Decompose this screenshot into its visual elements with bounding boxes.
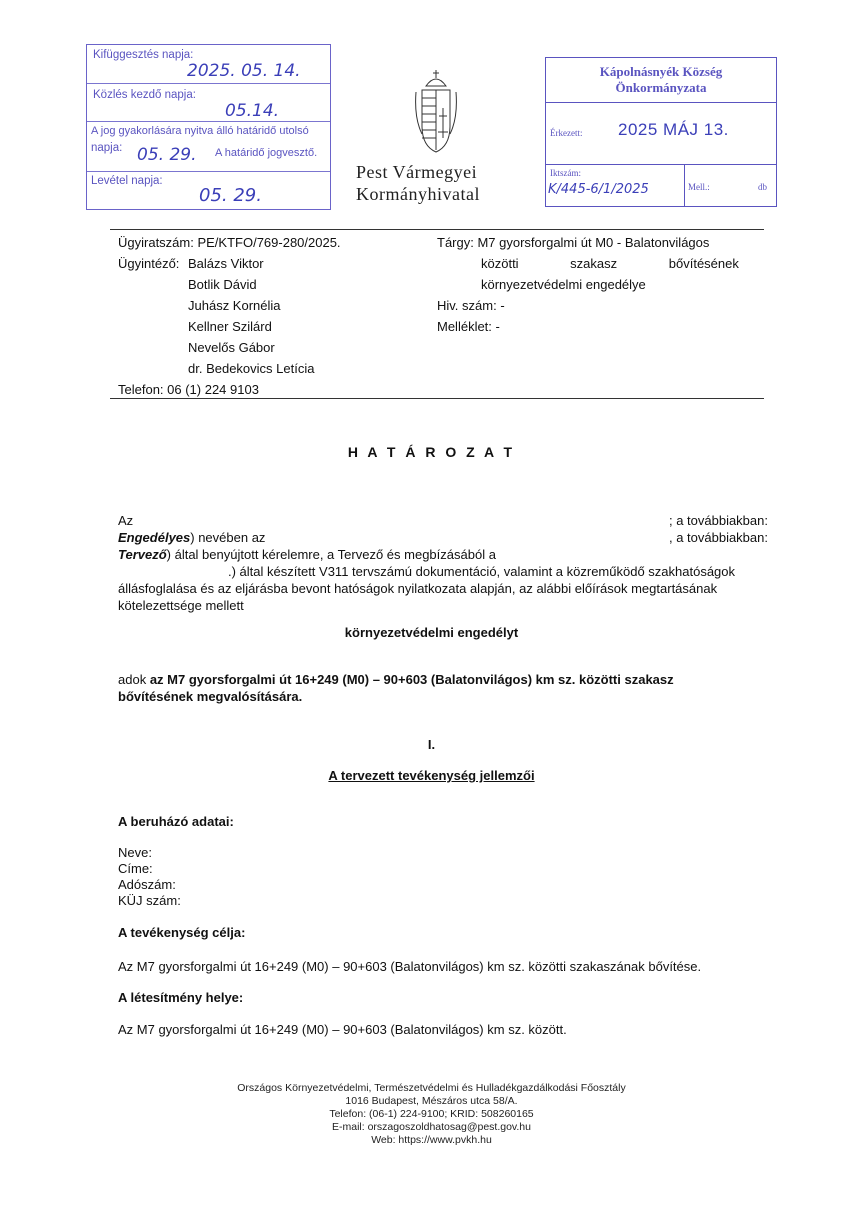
- decision-heading: H A T Á R O Z A T: [347, 444, 516, 460]
- footer-email: E-mail: orszagoszoldhatosag@pest.gov.hu: [332, 1121, 531, 1133]
- goal-text: Az M7 gyorsforgalmi út 16+249 (M0) – 90+603 (Balatonvilágos) km sz. közötti szakaszának bővítése.: [118, 959, 702, 974]
- deadline-value: 05. 29.: [137, 145, 197, 165]
- grant-object: az M7 gyorsforgalmi út 16+249 (M0) – 90+603 (Balatonvilágos) km sz. közötti szakasz: [149, 672, 674, 687]
- intro-line-4: .) által készített V311 tervszámú dokumentáció, valamint a közreműködő szakhatóságok: [228, 564, 736, 579]
- deadline-label: A jog gyakorlására nyitva álló határidő utolsó: [91, 125, 309, 137]
- posting-date-label: Kifüggesztés napja:: [93, 49, 194, 61]
- investor-fields: [118, 845, 181, 909]
- attachment-label: Mell.:: [688, 182, 710, 192]
- officer-6: dr. Bedekovics Letícia: [188, 361, 315, 376]
- subject-line3: környezetvédelmi engedélye: [481, 277, 646, 292]
- officer-label: Ügyintéző:: [118, 256, 180, 271]
- registration-label: Iktszám:: [550, 168, 581, 178]
- section-title: A tervezett tevékenység jellemzői: [328, 768, 535, 783]
- officer-2: Botlik Dávid: [188, 277, 257, 292]
- attachment-unit: db: [758, 182, 767, 192]
- grant-verb: adok: [118, 672, 147, 687]
- removal-date-label: Levétel napja:: [91, 175, 163, 187]
- office-name-line2: Kormányhivatal: [356, 184, 480, 204]
- investor-heading: A beruházó adatai:: [118, 814, 234, 829]
- removal-date-value: 05. 29.: [199, 185, 262, 206]
- goal-heading: A tevékenység célja:: [118, 925, 246, 940]
- header-rule: [110, 229, 764, 230]
- engedelyes-term: Engedélyes: [118, 530, 191, 545]
- reference-number: Hiv. szám: -: [437, 298, 505, 313]
- deadline-day-label: napja:: [91, 142, 123, 154]
- place-heading: A létesítmény helye:: [118, 990, 244, 1005]
- deadline-note: A határidő jogvesztő.: [215, 147, 318, 159]
- grant-line-2: bővítésének megvalósítására.: [118, 689, 303, 704]
- investor-tax-label: Adószám:: [118, 877, 176, 892]
- investor-name-label: Neve:: [118, 845, 152, 860]
- officer-1: Balázs Viktor: [188, 256, 264, 271]
- footer-department: Országos Környezetvédelmi, Természetvédelmi és Hulladékgazdálkodási Főosztály: [237, 1082, 626, 1094]
- notice-start-label: Közlés kezdő napja:: [93, 89, 196, 101]
- subject-line2: közötti szakasz bővítésének: [481, 256, 739, 271]
- footer: [0, 1082, 863, 1147]
- coat-of-arms-icon: [412, 68, 460, 156]
- officer-3: Juhász Kornélia: [188, 298, 281, 313]
- permit-title: környezetvédelmi engedélyt: [344, 625, 519, 640]
- subject-line1: Tárgy: M7 gyorsforgalmi út M0 - Balatonvilágos: [437, 235, 710, 250]
- subject-info: [437, 232, 757, 337]
- meta-bottom-rule: [110, 398, 764, 399]
- intro-line-5: állásfoglalása és az eljárásba bevont hatóságok nyilatkozata alapján, az alábbi előírások megtartásának: [118, 581, 718, 596]
- section-number: I.: [427, 737, 436, 752]
- office-name-line1: Pest Vármegyei: [356, 162, 478, 182]
- place-text: Az M7 gyorsforgalmi út 16+249 (M0) – 90+603 (Balatonvilágos) km sz. között.: [118, 1022, 567, 1037]
- footer-phone: Telefon: (06-1) 224-9100; KRID: 508260165: [329, 1108, 534, 1120]
- intro-tail-2: , a továbbiakban:: [668, 530, 768, 545]
- intro-line-3-text: ) által benyújtott kérelemre, a Tervező és megbízásából a: [166, 547, 496, 562]
- posting-stamp: [86, 44, 331, 210]
- footer-web: Web: https://www.pvkh.hu: [371, 1134, 492, 1146]
- intro-az: Az: [118, 513, 134, 528]
- received-date: 2025 MÁJ 13.: [618, 120, 729, 139]
- municipality-name2: Önkormányzata: [615, 80, 707, 95]
- officer-5: Nevelős Gábor: [188, 340, 275, 355]
- case-number: Ügyiratszám: PE/KTFO/769-280/2025.: [118, 235, 341, 250]
- intro-tail-1: ; a továbbiakban:: [668, 513, 768, 528]
- case-info: [118, 232, 428, 400]
- municipality-name: Kápolnásnyék Község: [599, 64, 723, 79]
- investor-address-label: Címe:: [118, 861, 153, 876]
- intro-line-2-text: ) nevében az: [190, 530, 266, 545]
- tervezo-term: Tervező: [118, 547, 167, 562]
- registration-stamp: [545, 57, 777, 207]
- officer-4: Kellner Szilárd: [188, 319, 272, 334]
- attachment: Melléklet: -: [437, 319, 500, 334]
- notice-start-value: 05.14.: [225, 101, 280, 121]
- footer-address: 1016 Budapest, Mészáros utca 58/A.: [345, 1095, 518, 1107]
- received-label: Érkezett:: [550, 128, 583, 138]
- investor-kuj-label: KÜJ szám:: [118, 893, 181, 908]
- phone: Telefon: 06 (1) 224 9103: [118, 382, 259, 397]
- intro-line-6: kötelezettsége mellett: [118, 598, 244, 613]
- posting-date-value: 2025. 05. 14.: [187, 61, 301, 81]
- registration-number: K/445-6/1/2025: [548, 182, 649, 197]
